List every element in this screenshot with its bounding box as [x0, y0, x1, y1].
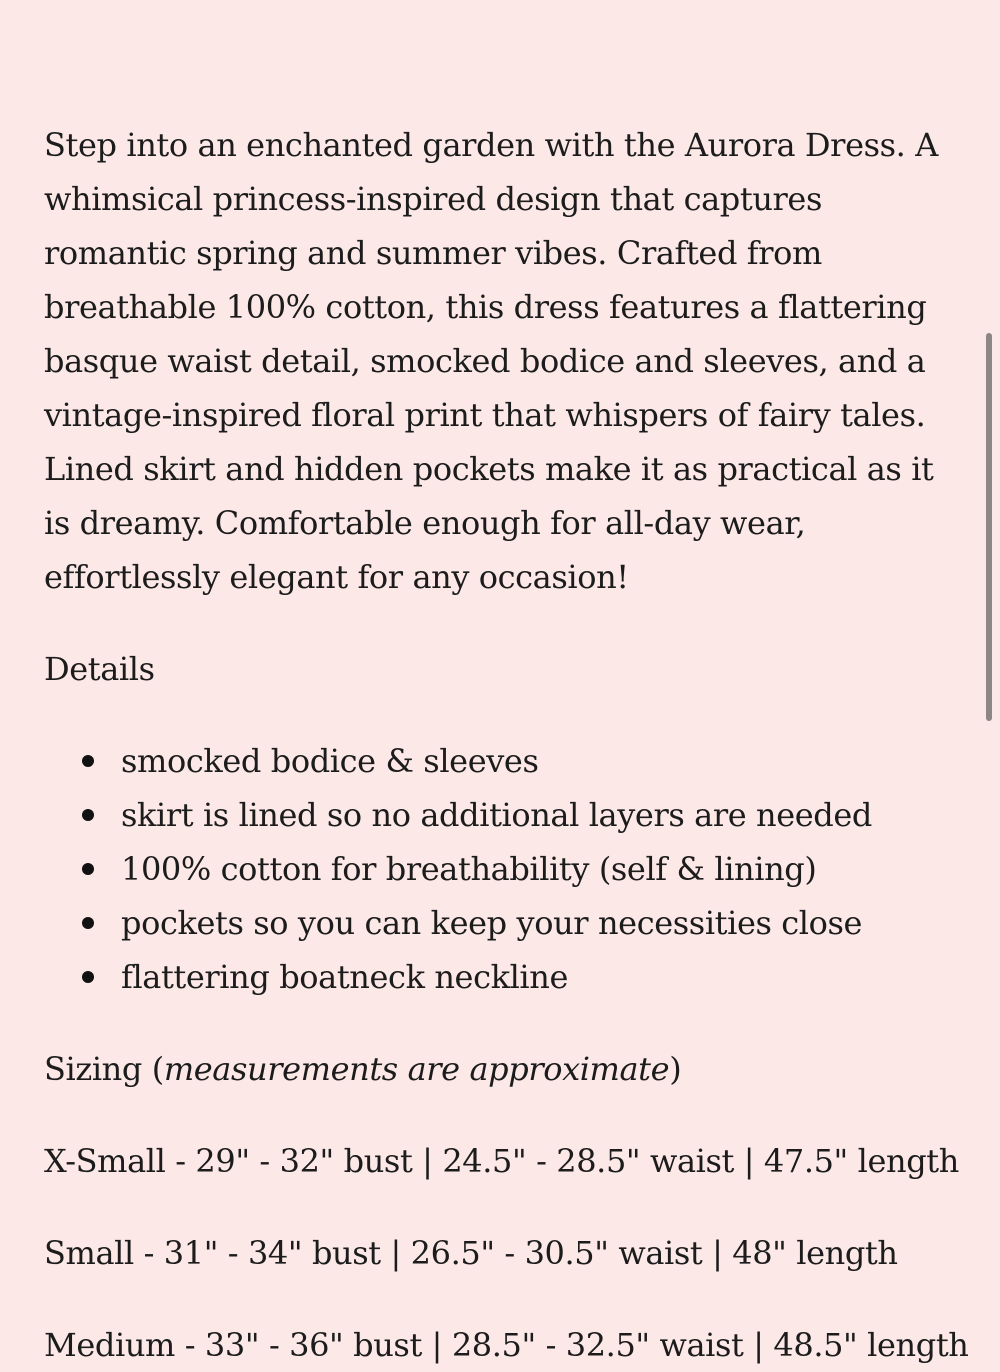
bullet-icon	[82, 971, 94, 983]
bullet-icon	[82, 863, 94, 875]
list-item	[44, 734, 944, 788]
product-description-section	[44, 118, 969, 1372]
list-item-text: 100% cotton for breathability (self & lining)	[121, 850, 817, 888]
list-item-text: flattering boatneck neckline	[121, 958, 569, 996]
bullet-icon	[82, 917, 94, 929]
product-description: Step into an enchanted garden with the Aurora Dress. A whimsical princess-inspired design that captures romantic spring and summer vibes. Crafted from breathable 100% cotton, this dress features a flattering basque waist detail, smocked bodice and sleeves, and a vintage-inspired floral print that whispers of fairy tales. Lined skirt and hidden pockets make it as practical as it is dreamy. Comfortable enough for all-day wear, effortlessly elegant for any occasion!	[44, 126, 938, 596]
bullet-icon	[82, 755, 94, 767]
size-row-xsmall: X-Small - 29" - 32" bust | 24.5" - 28.5" waist | 47.5" length	[44, 1142, 959, 1180]
list-item	[44, 950, 944, 1004]
sizing-heading-prefix: Sizing (	[44, 1050, 164, 1088]
list-item	[44, 788, 944, 842]
sizing-heading-suffix: )	[669, 1050, 682, 1088]
details-heading: Details	[44, 650, 155, 688]
details-list	[44, 734, 944, 1004]
list-item-text: pockets so you can keep your necessities close	[121, 904, 863, 942]
bullet-icon	[82, 809, 94, 821]
size-row-medium: Medium - 33" - 36" bust | 28.5" - 32.5" waist | 48.5" length	[44, 1326, 969, 1364]
vertical-scrollbar[interactable]	[986, 333, 992, 721]
list-item	[44, 896, 944, 950]
list-item-text: smocked bodice & sleeves	[121, 742, 539, 780]
size-row-small: Small - 31" - 34" bust | 26.5" - 30.5" waist | 48" length	[44, 1234, 898, 1272]
sizing-heading-note: measurements are approximate	[163, 1050, 670, 1088]
list-item	[44, 842, 944, 896]
list-item-text: skirt is lined so no additional layers are needed	[121, 796, 873, 834]
sizing-heading	[44, 1042, 944, 1096]
